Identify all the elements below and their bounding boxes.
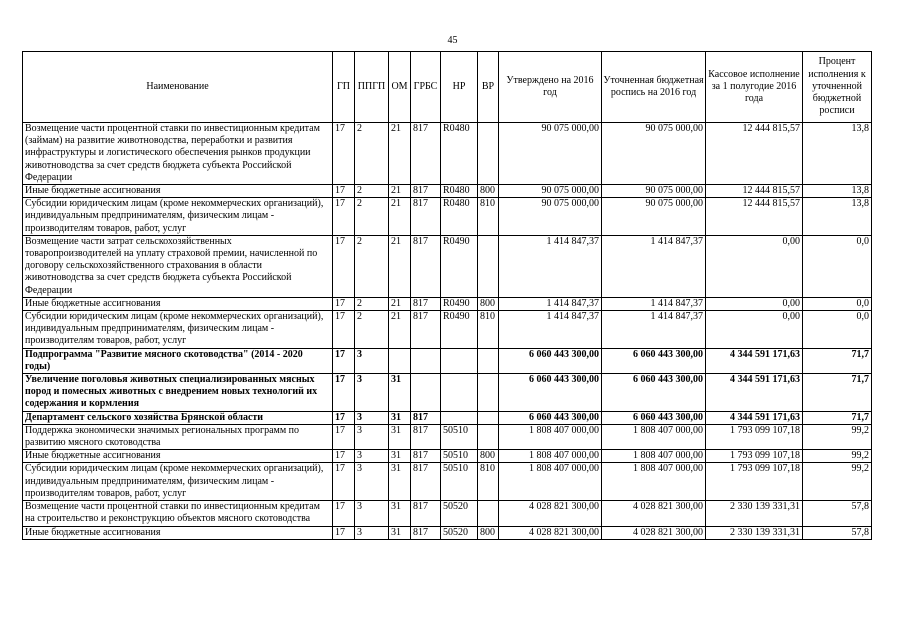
cell-refined: 90 075 000,00 [602, 185, 706, 198]
cell-cash: 0,00 [706, 311, 803, 349]
cell-vr: 800 [478, 297, 499, 310]
cell-approved: 1 414 847,37 [499, 235, 602, 297]
cell-np: R0480 [441, 123, 478, 185]
cell-grbs: 817 [411, 501, 441, 526]
cell-cash: 0,00 [706, 235, 803, 297]
cell-om: 31 [389, 374, 411, 412]
cell-gp: 17 [333, 185, 355, 198]
cell-approved: 6 060 443 300,00 [499, 348, 602, 373]
cell-cash: 4 344 591 171,63 [706, 411, 803, 424]
cell-ppgp: 2 [355, 311, 389, 349]
cell-np: 50510 [441, 424, 478, 449]
table-row [23, 235, 872, 297]
cell-om: 31 [389, 463, 411, 501]
cell-grbs: 817 [411, 450, 441, 463]
cell-refined: 4 028 821 300,00 [602, 501, 706, 526]
header-om: ОМ [389, 52, 411, 123]
cell-np: 50510 [441, 463, 478, 501]
cell-np: 50520 [441, 501, 478, 526]
cell-om: 31 [389, 411, 411, 424]
table-row [23, 348, 872, 373]
cell-refined: 90 075 000,00 [602, 198, 706, 236]
cell-approved: 1 414 847,37 [499, 311, 602, 349]
header-name: Наименование [23, 52, 333, 123]
cell-name: Увеличение поголовья животных специализированных мясных пород и помесных животных с внедрением новых технологий их содержания и кормления [23, 374, 333, 412]
cell-percent: 13,8 [803, 123, 872, 185]
cell-gp: 17 [333, 235, 355, 297]
cell-gp: 17 [333, 411, 355, 424]
cell-vr: 810 [478, 463, 499, 501]
cell-om [389, 348, 411, 373]
cell-np [441, 348, 478, 373]
cell-vr [478, 411, 499, 424]
cell-vr: 800 [478, 526, 499, 539]
header-gp: ГП [333, 52, 355, 123]
cell-grbs: 817 [411, 198, 441, 236]
cell-refined: 4 028 821 300,00 [602, 526, 706, 539]
cell-grbs: 817 [411, 311, 441, 349]
cell-vr [478, 374, 499, 412]
table-row [23, 450, 872, 463]
cell-name: Иные бюджетные ассигнования [23, 297, 333, 310]
cell-approved: 1 808 407 000,00 [499, 463, 602, 501]
cell-name: Субсидии юридическим лицам (кроме некоммерческих организаций), индивидуальным предпринимателям, физическим лицам - производителям товаров, работ, услуг [23, 463, 333, 501]
cell-om: 31 [389, 501, 411, 526]
cell-refined: 1 414 847,37 [602, 311, 706, 349]
cell-om: 31 [389, 450, 411, 463]
cell-refined: 1 808 407 000,00 [602, 424, 706, 449]
cell-cash: 12 444 815,57 [706, 123, 803, 185]
cell-gp: 17 [333, 526, 355, 539]
cell-approved: 6 060 443 300,00 [499, 374, 602, 412]
table-row [23, 185, 872, 198]
budget-table [22, 51, 872, 540]
cell-vr [478, 235, 499, 297]
cell-percent: 99,2 [803, 424, 872, 449]
header-ppgp: ППГП [355, 52, 389, 123]
cell-vr [478, 501, 499, 526]
cell-percent: 99,2 [803, 463, 872, 501]
cell-name: Возмещение части процентной ставки по инвестиционным кредитам на строительство и реконструкцию объектов мясного скотоводства [23, 501, 333, 526]
cell-np: R0490 [441, 297, 478, 310]
cell-om: 21 [389, 198, 411, 236]
cell-ppgp: 3 [355, 463, 389, 501]
cell-gp: 17 [333, 198, 355, 236]
table-row [23, 526, 872, 539]
cell-percent: 0,0 [803, 311, 872, 349]
cell-om: 31 [389, 526, 411, 539]
cell-cash: 4 344 591 171,63 [706, 348, 803, 373]
cell-name: Субсидии юридическим лицам (кроме некоммерческих организаций), индивидуальным предпринимателям, физическим лицам - производителям товаров, работ, услуг [23, 198, 333, 236]
cell-grbs [411, 348, 441, 373]
cell-vr: 810 [478, 311, 499, 349]
cell-grbs: 817 [411, 463, 441, 501]
cell-ppgp: 2 [355, 123, 389, 185]
cell-percent: 0,0 [803, 297, 872, 310]
cell-percent: 0,0 [803, 235, 872, 297]
cell-approved: 90 075 000,00 [499, 185, 602, 198]
cell-name: Возмещение части затрат сельскохозяйственных товаропроизводителей на уплату страховой премии, начисленной по договору сельскохозяйственного страхования в области животноводства за счет средств бюджета субъекта Российской Федерации [23, 235, 333, 297]
cell-ppgp: 3 [355, 411, 389, 424]
table-row [23, 411, 872, 424]
cell-name: Возмещение части процентной ставки по инвестиционным кредитам (займам) на развитие животноводства, переработки и развития инфраструктуры и логистического обеспечения рынков продукции животноводства за счет средств бюджета субъекта Российской Федерации [23, 123, 333, 185]
cell-refined: 6 060 443 300,00 [602, 411, 706, 424]
cell-vr [478, 424, 499, 449]
cell-om: 31 [389, 424, 411, 449]
cell-approved: 1 808 407 000,00 [499, 424, 602, 449]
cell-om: 21 [389, 311, 411, 349]
cell-np: 50510 [441, 450, 478, 463]
cell-om: 21 [389, 297, 411, 310]
cell-gp: 17 [333, 123, 355, 185]
cell-name: Иные бюджетные ассигнования [23, 450, 333, 463]
cell-ppgp: 3 [355, 424, 389, 449]
cell-vr [478, 123, 499, 185]
cell-percent: 13,8 [803, 185, 872, 198]
cell-gp: 17 [333, 374, 355, 412]
cell-refined: 90 075 000,00 [602, 123, 706, 185]
cell-gp: 17 [333, 424, 355, 449]
cell-percent: 71,7 [803, 411, 872, 424]
header-np: НР [441, 52, 478, 123]
cell-cash: 12 444 815,57 [706, 198, 803, 236]
cell-name: Департамент сельского хозяйства Брянской области [23, 411, 333, 424]
cell-cash: 2 330 139 331,31 [706, 501, 803, 526]
table-row [23, 501, 872, 526]
cell-percent: 99,2 [803, 450, 872, 463]
page-number: 45 [447, 35, 458, 46]
cell-name: Поддержка экономически значимых региональных программ по развитию мясного скотоводства [23, 424, 333, 449]
cell-approved: 4 028 821 300,00 [499, 526, 602, 539]
cell-ppgp: 2 [355, 198, 389, 236]
cell-vr [478, 348, 499, 373]
cell-name: Подпрограмма "Развитие мясного скотоводства" (2014 - 2020 годы) [23, 348, 333, 373]
cell-gp: 17 [333, 311, 355, 349]
cell-om: 21 [389, 123, 411, 185]
cell-om: 21 [389, 185, 411, 198]
cell-np: R0490 [441, 235, 478, 297]
cell-vr: 810 [478, 198, 499, 236]
cell-grbs: 817 [411, 526, 441, 539]
table-row [23, 198, 872, 236]
cell-refined: 1 414 847,37 [602, 235, 706, 297]
cell-grbs: 817 [411, 424, 441, 449]
cell-np: R0480 [441, 185, 478, 198]
cell-refined: 1 808 407 000,00 [602, 450, 706, 463]
cell-approved: 6 060 443 300,00 [499, 411, 602, 424]
table-row [23, 424, 872, 449]
table-row [23, 123, 872, 185]
cell-np [441, 411, 478, 424]
cell-approved: 4 028 821 300,00 [499, 501, 602, 526]
cell-np: R0480 [441, 198, 478, 236]
cell-percent: 57,8 [803, 526, 872, 539]
header-vr: ВР [478, 52, 499, 123]
cell-grbs [411, 374, 441, 412]
cell-np [441, 374, 478, 412]
header-cash: Кассовое исполнение за 1 полугодие 2016 года [706, 52, 803, 123]
cell-ppgp: 2 [355, 235, 389, 297]
cell-ppgp: 3 [355, 501, 389, 526]
table-row [23, 311, 872, 349]
cell-ppgp: 3 [355, 348, 389, 373]
cell-name: Иные бюджетные ассигнования [23, 526, 333, 539]
cell-name: Иные бюджетные ассигнования [23, 185, 333, 198]
table-body [23, 123, 872, 540]
cell-ppgp: 2 [355, 185, 389, 198]
cell-gp: 17 [333, 297, 355, 310]
header-refined: Уточненная бюджетная роспись на 2016 год [602, 52, 706, 123]
header-approved: Утверждено на 2016 год [499, 52, 602, 123]
cell-vr: 800 [478, 450, 499, 463]
cell-refined: 1 808 407 000,00 [602, 463, 706, 501]
header-grbs: ГРБС [411, 52, 441, 123]
cell-refined: 6 060 443 300,00 [602, 374, 706, 412]
cell-grbs: 817 [411, 235, 441, 297]
cell-percent: 71,7 [803, 348, 872, 373]
cell-refined: 6 060 443 300,00 [602, 348, 706, 373]
cell-refined: 1 414 847,37 [602, 297, 706, 310]
cell-cash: 12 444 815,57 [706, 185, 803, 198]
cell-ppgp: 2 [355, 297, 389, 310]
cell-np: 50520 [441, 526, 478, 539]
cell-approved: 90 075 000,00 [499, 198, 602, 236]
cell-approved: 1 414 847,37 [499, 297, 602, 310]
cell-approved: 90 075 000,00 [499, 123, 602, 185]
cell-cash: 1 793 099 107,18 [706, 450, 803, 463]
table-header [23, 52, 872, 123]
cell-cash: 1 793 099 107,18 [706, 463, 803, 501]
cell-gp: 17 [333, 450, 355, 463]
cell-cash: 2 330 139 331,31 [706, 526, 803, 539]
cell-ppgp: 3 [355, 526, 389, 539]
cell-cash: 0,00 [706, 297, 803, 310]
cell-cash: 1 793 099 107,18 [706, 424, 803, 449]
cell-approved: 1 808 407 000,00 [499, 450, 602, 463]
cell-grbs: 817 [411, 297, 441, 310]
cell-om: 21 [389, 235, 411, 297]
header-percent: Процент исполнения к уточненной бюджетной росписи [803, 52, 872, 123]
cell-vr: 800 [478, 185, 499, 198]
cell-gp: 17 [333, 463, 355, 501]
cell-grbs: 817 [411, 411, 441, 424]
cell-grbs: 817 [411, 123, 441, 185]
cell-grbs: 817 [411, 185, 441, 198]
cell-ppgp: 3 [355, 450, 389, 463]
table-row [23, 297, 872, 310]
cell-cash: 4 344 591 171,63 [706, 374, 803, 412]
cell-percent: 13,8 [803, 198, 872, 236]
cell-np: R0490 [441, 311, 478, 349]
cell-gp: 17 [333, 348, 355, 373]
cell-gp: 17 [333, 501, 355, 526]
table-row [23, 374, 872, 412]
cell-percent: 57,8 [803, 501, 872, 526]
cell-ppgp: 3 [355, 374, 389, 412]
cell-name: Субсидии юридическим лицам (кроме некоммерческих организаций), индивидуальным предпринимателям, физическим лицам - производителям товаров, работ, услуг [23, 311, 333, 349]
table-row [23, 463, 872, 501]
cell-percent: 71,7 [803, 374, 872, 412]
